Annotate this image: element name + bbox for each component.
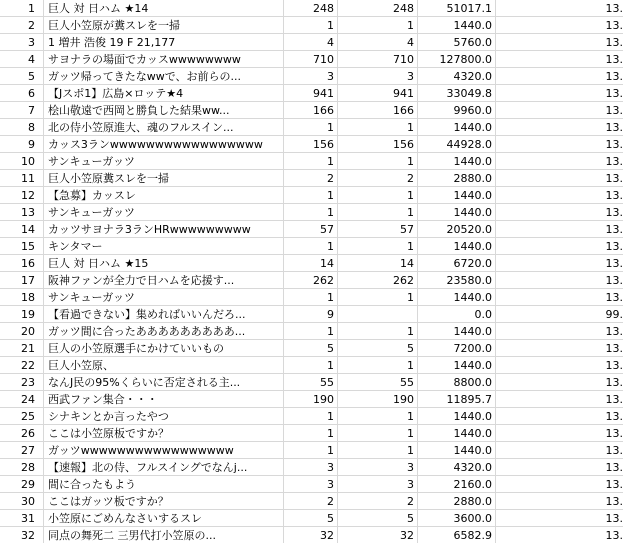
fetched-count: 166 (338, 102, 418, 119)
momentum: 23580.0 (418, 272, 496, 289)
momentum: 1440.0 (418, 408, 496, 425)
thread-number: 28 (0, 459, 44, 476)
table-row[interactable] (0, 187, 623, 204)
res-count: 2 (284, 170, 338, 187)
momentum: 3600.0 (418, 510, 496, 527)
extra-value: 13. (496, 493, 623, 510)
thread-title: 【看過できない】集めればいいんだろ... (44, 306, 284, 323)
thread-number: 19 (0, 306, 44, 323)
fetched-count: 32 (338, 527, 418, 543)
table-row[interactable] (0, 340, 623, 357)
table-row[interactable] (0, 323, 623, 340)
table-row[interactable] (0, 17, 623, 34)
momentum: 2880.0 (418, 170, 496, 187)
table-row[interactable] (0, 102, 623, 119)
extra-value: 13. (496, 221, 623, 238)
res-count: 5 (284, 340, 338, 357)
res-count: 1 (284, 187, 338, 204)
momentum: 4320.0 (418, 68, 496, 85)
momentum: 6720.0 (418, 255, 496, 272)
thread-title: なんJ民の95%くらいに否定される主... (44, 374, 284, 391)
fetched-count: 3 (338, 476, 418, 493)
fetched-count: 1 (338, 442, 418, 459)
thread-number: 16 (0, 255, 44, 272)
fetched-count: 4 (338, 34, 418, 51)
extra-value: 13. (496, 17, 623, 34)
res-count: 1 (284, 119, 338, 136)
thread-title: サンキューガッツ (44, 153, 284, 170)
res-count: 1 (284, 289, 338, 306)
momentum: 1440.0 (418, 187, 496, 204)
extra-value: 13. (496, 476, 623, 493)
extra-value: 13. (496, 153, 623, 170)
extra-value: 13. (496, 238, 623, 255)
res-count: 57 (284, 221, 338, 238)
momentum: 6582.9 (418, 527, 496, 543)
extra-value: 13. (496, 425, 623, 442)
res-count: 3 (284, 476, 338, 493)
res-count: 166 (284, 102, 338, 119)
thread-title: 間に合ったもよう (44, 476, 284, 493)
thread-title: 西武ファン集合・・・ (44, 391, 284, 408)
table-row[interactable] (0, 510, 623, 527)
extra-value: 13. (496, 102, 623, 119)
res-count: 1 (284, 408, 338, 425)
momentum: 20520.0 (418, 221, 496, 238)
fetched-count: 5 (338, 340, 418, 357)
momentum: 1440.0 (418, 323, 496, 340)
momentum: 0.0 (418, 306, 496, 323)
thread-title: 【急募】カッスレ (44, 187, 284, 204)
extra-value: 99. (496, 306, 623, 323)
thread-title: 【Jスポ1】広島×ロッテ★4 (44, 85, 284, 102)
fetched-count: 55 (338, 374, 418, 391)
table-row[interactable] (0, 204, 623, 221)
table-row[interactable] (0, 85, 623, 102)
res-count: 1 (284, 153, 338, 170)
thread-number: 1 (0, 0, 44, 17)
res-count: 55 (284, 374, 338, 391)
res-count: 941 (284, 85, 338, 102)
thread-title: ガッツwwwwwwwwwwwwwwwww (44, 442, 284, 459)
table-row[interactable] (0, 374, 623, 391)
thread-title: ガッツ間に合ったあああああああああ... (44, 323, 284, 340)
momentum: 1440.0 (418, 119, 496, 136)
thread-number: 23 (0, 374, 44, 391)
momentum: 1440.0 (418, 289, 496, 306)
thread-number: 20 (0, 323, 44, 340)
fetched-count: 1 (338, 408, 418, 425)
thread-title: 1 増井 浩俊 19 F 21,177 (44, 34, 284, 51)
res-count: 5 (284, 510, 338, 527)
thread-title: カッツサヨナラ3ランHRwwwwwwwww (44, 221, 284, 238)
table-row[interactable] (0, 391, 623, 408)
momentum: 2880.0 (418, 493, 496, 510)
extra-value: 13. (496, 289, 623, 306)
fetched-count: 2 (338, 170, 418, 187)
thread-number: 21 (0, 340, 44, 357)
thread-title: サンキューガッツ (44, 204, 284, 221)
extra-value: 13. (496, 510, 623, 527)
thread-title: 小笠原にごめんなさいするスレ (44, 510, 284, 527)
momentum: 1440.0 (418, 357, 496, 374)
res-count: 1 (284, 323, 338, 340)
extra-value: 13. (496, 187, 623, 204)
thread-number: 4 (0, 51, 44, 68)
fetched-count: 2 (338, 493, 418, 510)
res-count: 262 (284, 272, 338, 289)
table-row[interactable] (0, 136, 623, 153)
extra-value: 13. (496, 255, 623, 272)
thread-title: サヨナラの場面でカッスwwwwwwww (44, 51, 284, 68)
thread-title: 巨人小笠原糞スレを一掃 (44, 170, 284, 187)
thread-number: 2 (0, 17, 44, 34)
fetched-count: 1 (338, 357, 418, 374)
extra-value: 13. (496, 459, 623, 476)
extra-value: 13. (496, 374, 623, 391)
table-row[interactable] (0, 476, 623, 493)
fetched-count: 941 (338, 85, 418, 102)
thread-number: 6 (0, 85, 44, 102)
extra-value: 13. (496, 340, 623, 357)
thread-number: 7 (0, 102, 44, 119)
thread-number: 8 (0, 119, 44, 136)
extra-value: 13. (496, 170, 623, 187)
thread-number: 9 (0, 136, 44, 153)
res-count: 9 (284, 306, 338, 323)
thread-title: カッス3ランwwwwwwwwwwwwwwwww (44, 136, 284, 153)
table-row[interactable] (0, 425, 623, 442)
thread-title: 【速報】北の侍、フルスイングでなんj... (44, 459, 284, 476)
thread-title: 巨人 対 日ハム ★15 (44, 255, 284, 272)
thread-number: 27 (0, 442, 44, 459)
thread-number: 32 (0, 527, 44, 543)
momentum: 4320.0 (418, 459, 496, 476)
res-count: 248 (284, 0, 338, 17)
extra-value: 13. (496, 391, 623, 408)
table-row[interactable] (0, 34, 623, 51)
momentum: 127800.0 (418, 51, 496, 68)
thread-number: 3 (0, 34, 44, 51)
fetched-count: 1 (338, 153, 418, 170)
thread-title: 桧山敬遠で西岡と勝負した結果ww... (44, 102, 284, 119)
extra-value: 13. (496, 204, 623, 221)
thread-title: 巨人小笠原、 (44, 357, 284, 374)
thread-title: ガッツ帰ってきたなwwで、お前らの... (44, 68, 284, 85)
table-row[interactable] (0, 527, 623, 543)
thread-title: 巨人の小笠原選手にかけていいもの (44, 340, 284, 357)
table-row[interactable] (0, 0, 623, 17)
thread-number: 24 (0, 391, 44, 408)
thread-title: 巨人 対 日ハム ★14 (44, 0, 284, 17)
thread-number: 26 (0, 425, 44, 442)
thread-number: 31 (0, 510, 44, 527)
momentum: 8800.0 (418, 374, 496, 391)
table-row[interactable] (0, 51, 623, 68)
fetched-count: 248 (338, 0, 418, 17)
fetched-count: 1 (338, 187, 418, 204)
res-count: 32 (284, 527, 338, 543)
table-row[interactable] (0, 289, 623, 306)
thread-number: 17 (0, 272, 44, 289)
table-row[interactable] (0, 238, 623, 255)
res-count: 3 (284, 459, 338, 476)
thread-number: 30 (0, 493, 44, 510)
res-count: 156 (284, 136, 338, 153)
res-count: 1 (284, 204, 338, 221)
thread-number: 18 (0, 289, 44, 306)
momentum: 44928.0 (418, 136, 496, 153)
table-row[interactable] (0, 493, 623, 510)
res-count: 190 (284, 391, 338, 408)
table-row[interactable] (0, 408, 623, 425)
thread-title: 同点の舞死二 三男代打小笠原の... (44, 527, 284, 543)
momentum: 1440.0 (418, 425, 496, 442)
thread-title: シナキンとか言ったやつ (44, 408, 284, 425)
thread-number: 5 (0, 68, 44, 85)
extra-value: 13. (496, 408, 623, 425)
fetched-count: 3 (338, 459, 418, 476)
fetched-count: 1 (338, 119, 418, 136)
res-count: 14 (284, 255, 338, 272)
table-row[interactable] (0, 442, 623, 459)
res-count: 1 (284, 17, 338, 34)
fetched-count: 1 (338, 17, 418, 34)
fetched-count: 5 (338, 510, 418, 527)
momentum: 1440.0 (418, 17, 496, 34)
extra-value: 13. (496, 85, 623, 102)
res-count: 2 (284, 493, 338, 510)
table-row[interactable] (0, 170, 623, 187)
momentum: 33049.8 (418, 85, 496, 102)
thread-title: 阪神ファンが全力で日ハムを応援す... (44, 272, 284, 289)
res-count: 3 (284, 68, 338, 85)
extra-value: 13. (496, 527, 623, 543)
extra-value: 13. (496, 442, 623, 459)
res-count: 1 (284, 357, 338, 374)
res-count: 710 (284, 51, 338, 68)
extra-value: 13. (496, 51, 623, 68)
momentum: 1440.0 (418, 238, 496, 255)
thread-title: キンタマー (44, 238, 284, 255)
extra-value: 13. (496, 119, 623, 136)
table-row[interactable] (0, 221, 623, 238)
fetched-count (338, 306, 418, 323)
table-row[interactable] (0, 357, 623, 374)
momentum: 51017.1 (418, 0, 496, 17)
thread-title: サンキューガッツ (44, 289, 284, 306)
momentum: 11895.7 (418, 391, 496, 408)
thread-number: 11 (0, 170, 44, 187)
extra-value: 13. (496, 34, 623, 51)
momentum: 1440.0 (418, 442, 496, 459)
thread-number: 25 (0, 408, 44, 425)
fetched-count: 57 (338, 221, 418, 238)
fetched-count: 262 (338, 272, 418, 289)
momentum: 1440.0 (418, 204, 496, 221)
fetched-count: 1 (338, 323, 418, 340)
table-row[interactable] (0, 119, 623, 136)
extra-value: 13. (496, 0, 623, 17)
extra-value: 13. (496, 357, 623, 374)
extra-value: 13. (496, 272, 623, 289)
extra-value: 13. (496, 136, 623, 153)
fetched-count: 14 (338, 255, 418, 272)
res-count: 4 (284, 34, 338, 51)
fetched-count: 1 (338, 204, 418, 221)
thread-title: ここはガッツ板ですか？ (44, 493, 284, 510)
thread-number: 29 (0, 476, 44, 493)
thread-title: 巨人小笠原が糞スレを一掃 (44, 17, 284, 34)
table-row[interactable] (0, 306, 623, 323)
momentum: 5760.0 (418, 34, 496, 51)
extra-value: 13. (496, 323, 623, 340)
fetched-count: 190 (338, 391, 418, 408)
res-count: 1 (284, 442, 338, 459)
thread-title: 北の侍小笠原進大、魂のフルスイン... (44, 119, 284, 136)
table-row[interactable] (0, 255, 623, 272)
momentum: 7200.0 (418, 340, 496, 357)
res-count: 1 (284, 425, 338, 442)
table-row[interactable] (0, 68, 623, 85)
thread-number: 14 (0, 221, 44, 238)
thread-number: 13 (0, 204, 44, 221)
fetched-count: 1 (338, 238, 418, 255)
thread-title: ここは小笠原板ですか？ (44, 425, 284, 442)
thread-number: 10 (0, 153, 44, 170)
thread-number: 12 (0, 187, 44, 204)
momentum: 9960.0 (418, 102, 496, 119)
fetched-count: 710 (338, 51, 418, 68)
fetched-count: 1 (338, 425, 418, 442)
thread-number: 15 (0, 238, 44, 255)
thread-number: 22 (0, 357, 44, 374)
table-row[interactable] (0, 272, 623, 289)
fetched-count: 156 (338, 136, 418, 153)
table-row[interactable] (0, 153, 623, 170)
fetched-count: 3 (338, 68, 418, 85)
extra-value: 13. (496, 68, 623, 85)
table-row[interactable] (0, 459, 623, 476)
fetched-count: 1 (338, 289, 418, 306)
momentum: 2160.0 (418, 476, 496, 493)
res-count: 1 (284, 238, 338, 255)
momentum: 1440.0 (418, 153, 496, 170)
